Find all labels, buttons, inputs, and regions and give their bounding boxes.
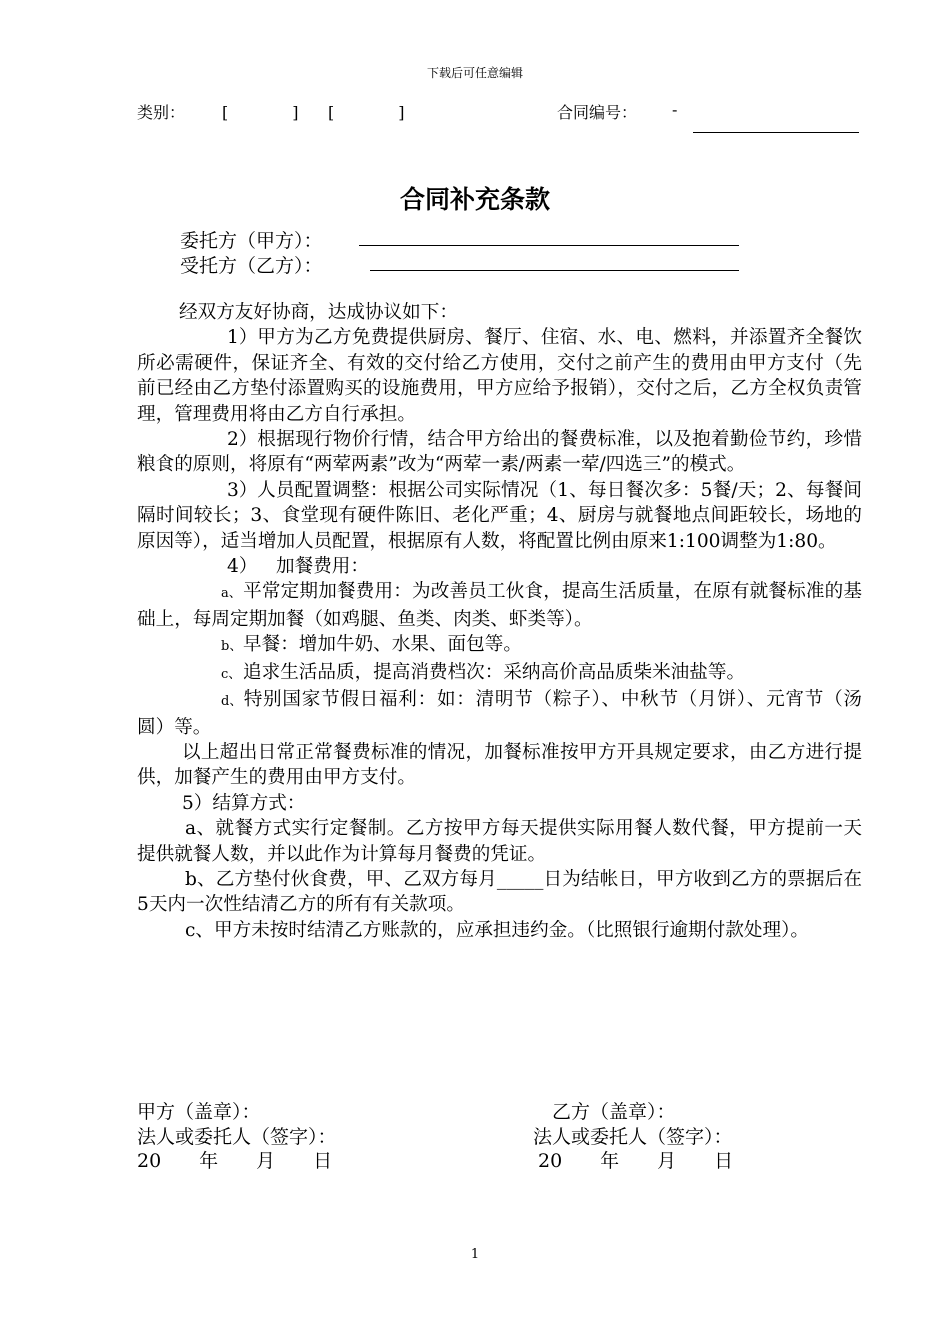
- contractor-label: 受托方（乙方）：: [180, 255, 323, 277]
- category-label: 类别：: [137, 103, 186, 122]
- clause-4a-letter: a、: [221, 586, 242, 602]
- party-a-seal-label: 甲方（盖章）：: [137, 1101, 261, 1123]
- contract-number-value: -: [672, 100, 678, 119]
- client-underline: [359, 245, 739, 246]
- clause-4-number: 4）: [227, 556, 258, 578]
- clause-3: [137, 478, 862, 554]
- party-b-seal-label: 乙方（盖章）：: [552, 1101, 676, 1123]
- contract-number-label: 合同编号：: [557, 103, 638, 122]
- party-b-date: 20 年 月 日: [538, 1150, 734, 1172]
- party-b-representative-label: 法人或委托人（签字）：: [533, 1126, 733, 1148]
- category-bracket-2: [ ]: [328, 103, 405, 122]
- contract-body: [137, 300, 862, 943]
- clause-5-title: 5）结算方式：: [182, 792, 306, 814]
- contract-number-underline: [693, 132, 859, 133]
- party-a-representative-label: 法人或委托人（签字）：: [137, 1126, 337, 1148]
- clause-4a-text: 平常定期加餐费用：为改善员工伙食，提高生活质量，在原有就餐标准的基础上，每周定期加餐（如鸡腿、鱼类、肉类、虾类等）。: [137, 581, 862, 630]
- clause-4d-text: 特别国家节假日福利：如：清明节（粽子）、中秋节（月饼）、元宵节（汤圆）等。: [137, 689, 862, 738]
- clause-4d-letter: d、: [221, 694, 243, 710]
- clause-4c-letter: c、: [221, 666, 242, 682]
- clause-4b-letter: b、: [221, 639, 243, 655]
- contractor-underline: [370, 270, 739, 271]
- clause-4a: [137, 579, 862, 632]
- clause-1: [137, 325, 862, 427]
- clause-4d: [137, 687, 862, 740]
- clause-5b: b、乙方垫付伙食费，甲、乙双方每月_____日为结帐日，甲方收到乙方的票据后在5天内一次性结清乙方的所有有关款项。: [137, 868, 862, 916]
- clause-5c: c、甲方未按时结清乙方账款的，应承担违约金。（比照银行逾期付款处理）。: [185, 919, 810, 941]
- document-title: 合同补充条款: [399, 185, 550, 214]
- clause-2: [137, 427, 862, 478]
- clause-4: [137, 554, 862, 579]
- clause-4c-text: 追求生活品质，提高消费档次：采纳高价高品质柴米油盐等。: [243, 661, 746, 683]
- category-bracket-1: [ ]: [222, 103, 299, 122]
- clause-3-text: 人员配置调整：根据公司实际情况（1、每日餐次多：5餐/天；2、每餐间隔时间较长；3、食堂现有硬件陈旧、老化严重；4、厨房与就餐地点间距较长，场地的原因等），适当增加人员配置，根据原有人数，将配置比例由原来1:100调整为1:80。: [137, 479, 862, 552]
- clause-2-text: 根据现行物价行情，结合甲方给出的餐费标准，以及抱着勤俭节约，珍惜粮食的原则，将原有“两荤两素”改为“两荤一素/两素一荤/四选三”的模式。: [137, 429, 862, 476]
- page-number: 1: [470, 1247, 480, 1262]
- intro-paragraph: 经双方友好协商，达成协议如下：: [179, 302, 458, 323]
- party-a-date: 20 年 月 日: [137, 1150, 333, 1172]
- clause-4-summary: 以上超出日常正常餐费标准的情况，加餐标准按甲方开具规定要求，由乙方进行提供，加餐产生的费用由甲方支付。: [137, 741, 862, 789]
- clause-4-text: 加餐费用：: [276, 556, 369, 578]
- clause-5a: a、就餐方式实行定餐制。乙方按甲方每天提供实际用餐人数代餐，甲方提前一天提供就餐人数，并以此作为计算每月餐费的凭证。: [137, 818, 862, 865]
- clause-3-number: 3）: [227, 479, 258, 501]
- clause-1-text: 甲方为乙方免费提供厨房、餐厅、住宿、水、电、燃料，并添置齐全餐饮所必需硬件，保证齐全、有效的交付给乙方使用，交付之前产生的费用由甲方支付（先前已经由乙方垫付添置购买的设施费用，甲方应给予报销），交付之后，乙方全权负责管理，管理费用将由乙方自行承担。: [137, 327, 862, 425]
- header-note: 下载后可任意编辑: [426, 66, 523, 80]
- clause-2-number: 2）: [227, 429, 258, 451]
- client-label: 委托方（甲方）：: [180, 230, 323, 252]
- clause-4b: [137, 632, 862, 659]
- clause-4b-text: 早餐：增加牛奶、水果、面包等。: [243, 634, 522, 656]
- clause-1-number: 1）: [227, 327, 258, 349]
- clause-4c: [137, 660, 862, 687]
